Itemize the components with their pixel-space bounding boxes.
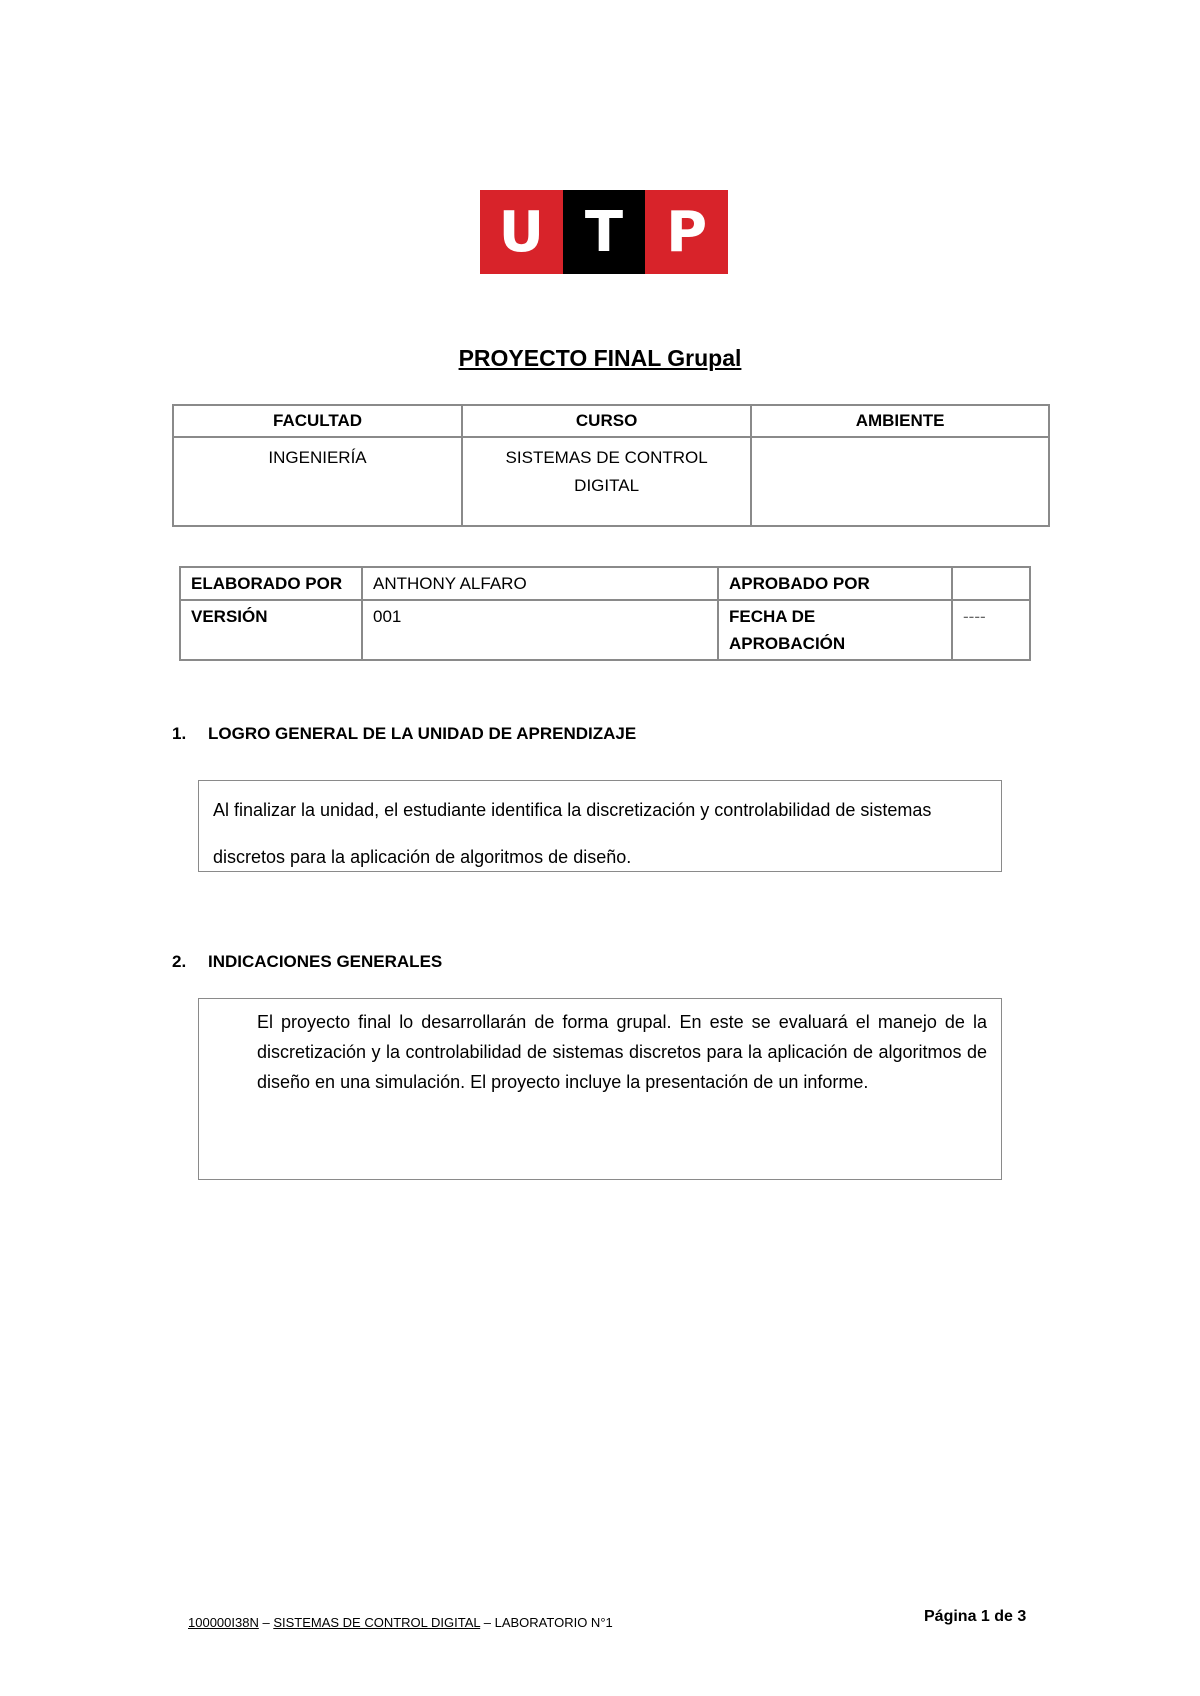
value-facultad: INGENIERÍA	[173, 437, 462, 526]
section-2-heading	[172, 952, 442, 972]
section-2-body: El proyecto final lo desarrollarán de forma grupal. En este se evaluará el manejo de la discretización y la controlabilidad de sistemas discretos para la aplicación de algoritmos de diseño en una simulación. El proyecto incluye la presentación de un informe.	[198, 998, 1002, 1180]
section-1-body: Al finalizar la unidad, el estudiante identifica la discretización y controlabilidad de sistemas discretos para la aplicación de algoritmos de diseño.	[198, 780, 1002, 872]
header-ambiente: AMBIENTE	[751, 405, 1049, 437]
section-2-number: 2.	[172, 952, 187, 971]
info-table	[172, 404, 1050, 527]
footer-sep-2: –	[480, 1615, 495, 1630]
elaborado-label: ELABORADO POR	[180, 567, 362, 600]
utp-logo	[480, 190, 728, 274]
fecha-label: FECHA DE APROBACIÓN	[718, 600, 952, 660]
value-ambiente	[751, 437, 1049, 526]
page-number: Página 1 de 3	[924, 1608, 1027, 1625]
version-value: 001	[362, 600, 718, 660]
fecha-value: ----	[952, 600, 1030, 660]
aprobado-value	[952, 567, 1030, 600]
logo-letter-u: U	[480, 190, 563, 274]
meta-table	[179, 566, 1031, 661]
logo-letter-t: T	[563, 190, 646, 274]
header-curso: CURSO	[462, 405, 751, 437]
footer-sep-1: –	[258, 1615, 274, 1630]
footer-course: SISTEMAS DE CONTROL DIGITAL	[273, 1615, 481, 1630]
value-curso: SISTEMAS DE CONTROL DIGITAL	[462, 437, 751, 526]
footer-code: 100000I38N	[188, 1615, 259, 1630]
logo-letter-p: P	[645, 190, 728, 274]
aprobado-label: APROBADO POR	[718, 567, 952, 600]
section-1-heading	[172, 724, 636, 744]
elaborado-value: ANTHONY ALFARO	[362, 567, 718, 600]
document-title: PROYECTO FINAL Grupal	[458, 345, 742, 371]
header-facultad: FACULTAD	[173, 405, 462, 437]
section-1-number: 1.	[172, 724, 187, 743]
footer-course-info	[188, 1615, 613, 1630]
section-1-title: LOGRO GENERAL DE LA UNIDAD DE APRENDIZAJE	[208, 724, 637, 743]
version-label: VERSIÓN	[180, 600, 362, 660]
footer-lab: LABORATORIO N°1	[494, 1615, 613, 1630]
section-2-title: INDICACIONES GENERALES	[208, 952, 443, 971]
